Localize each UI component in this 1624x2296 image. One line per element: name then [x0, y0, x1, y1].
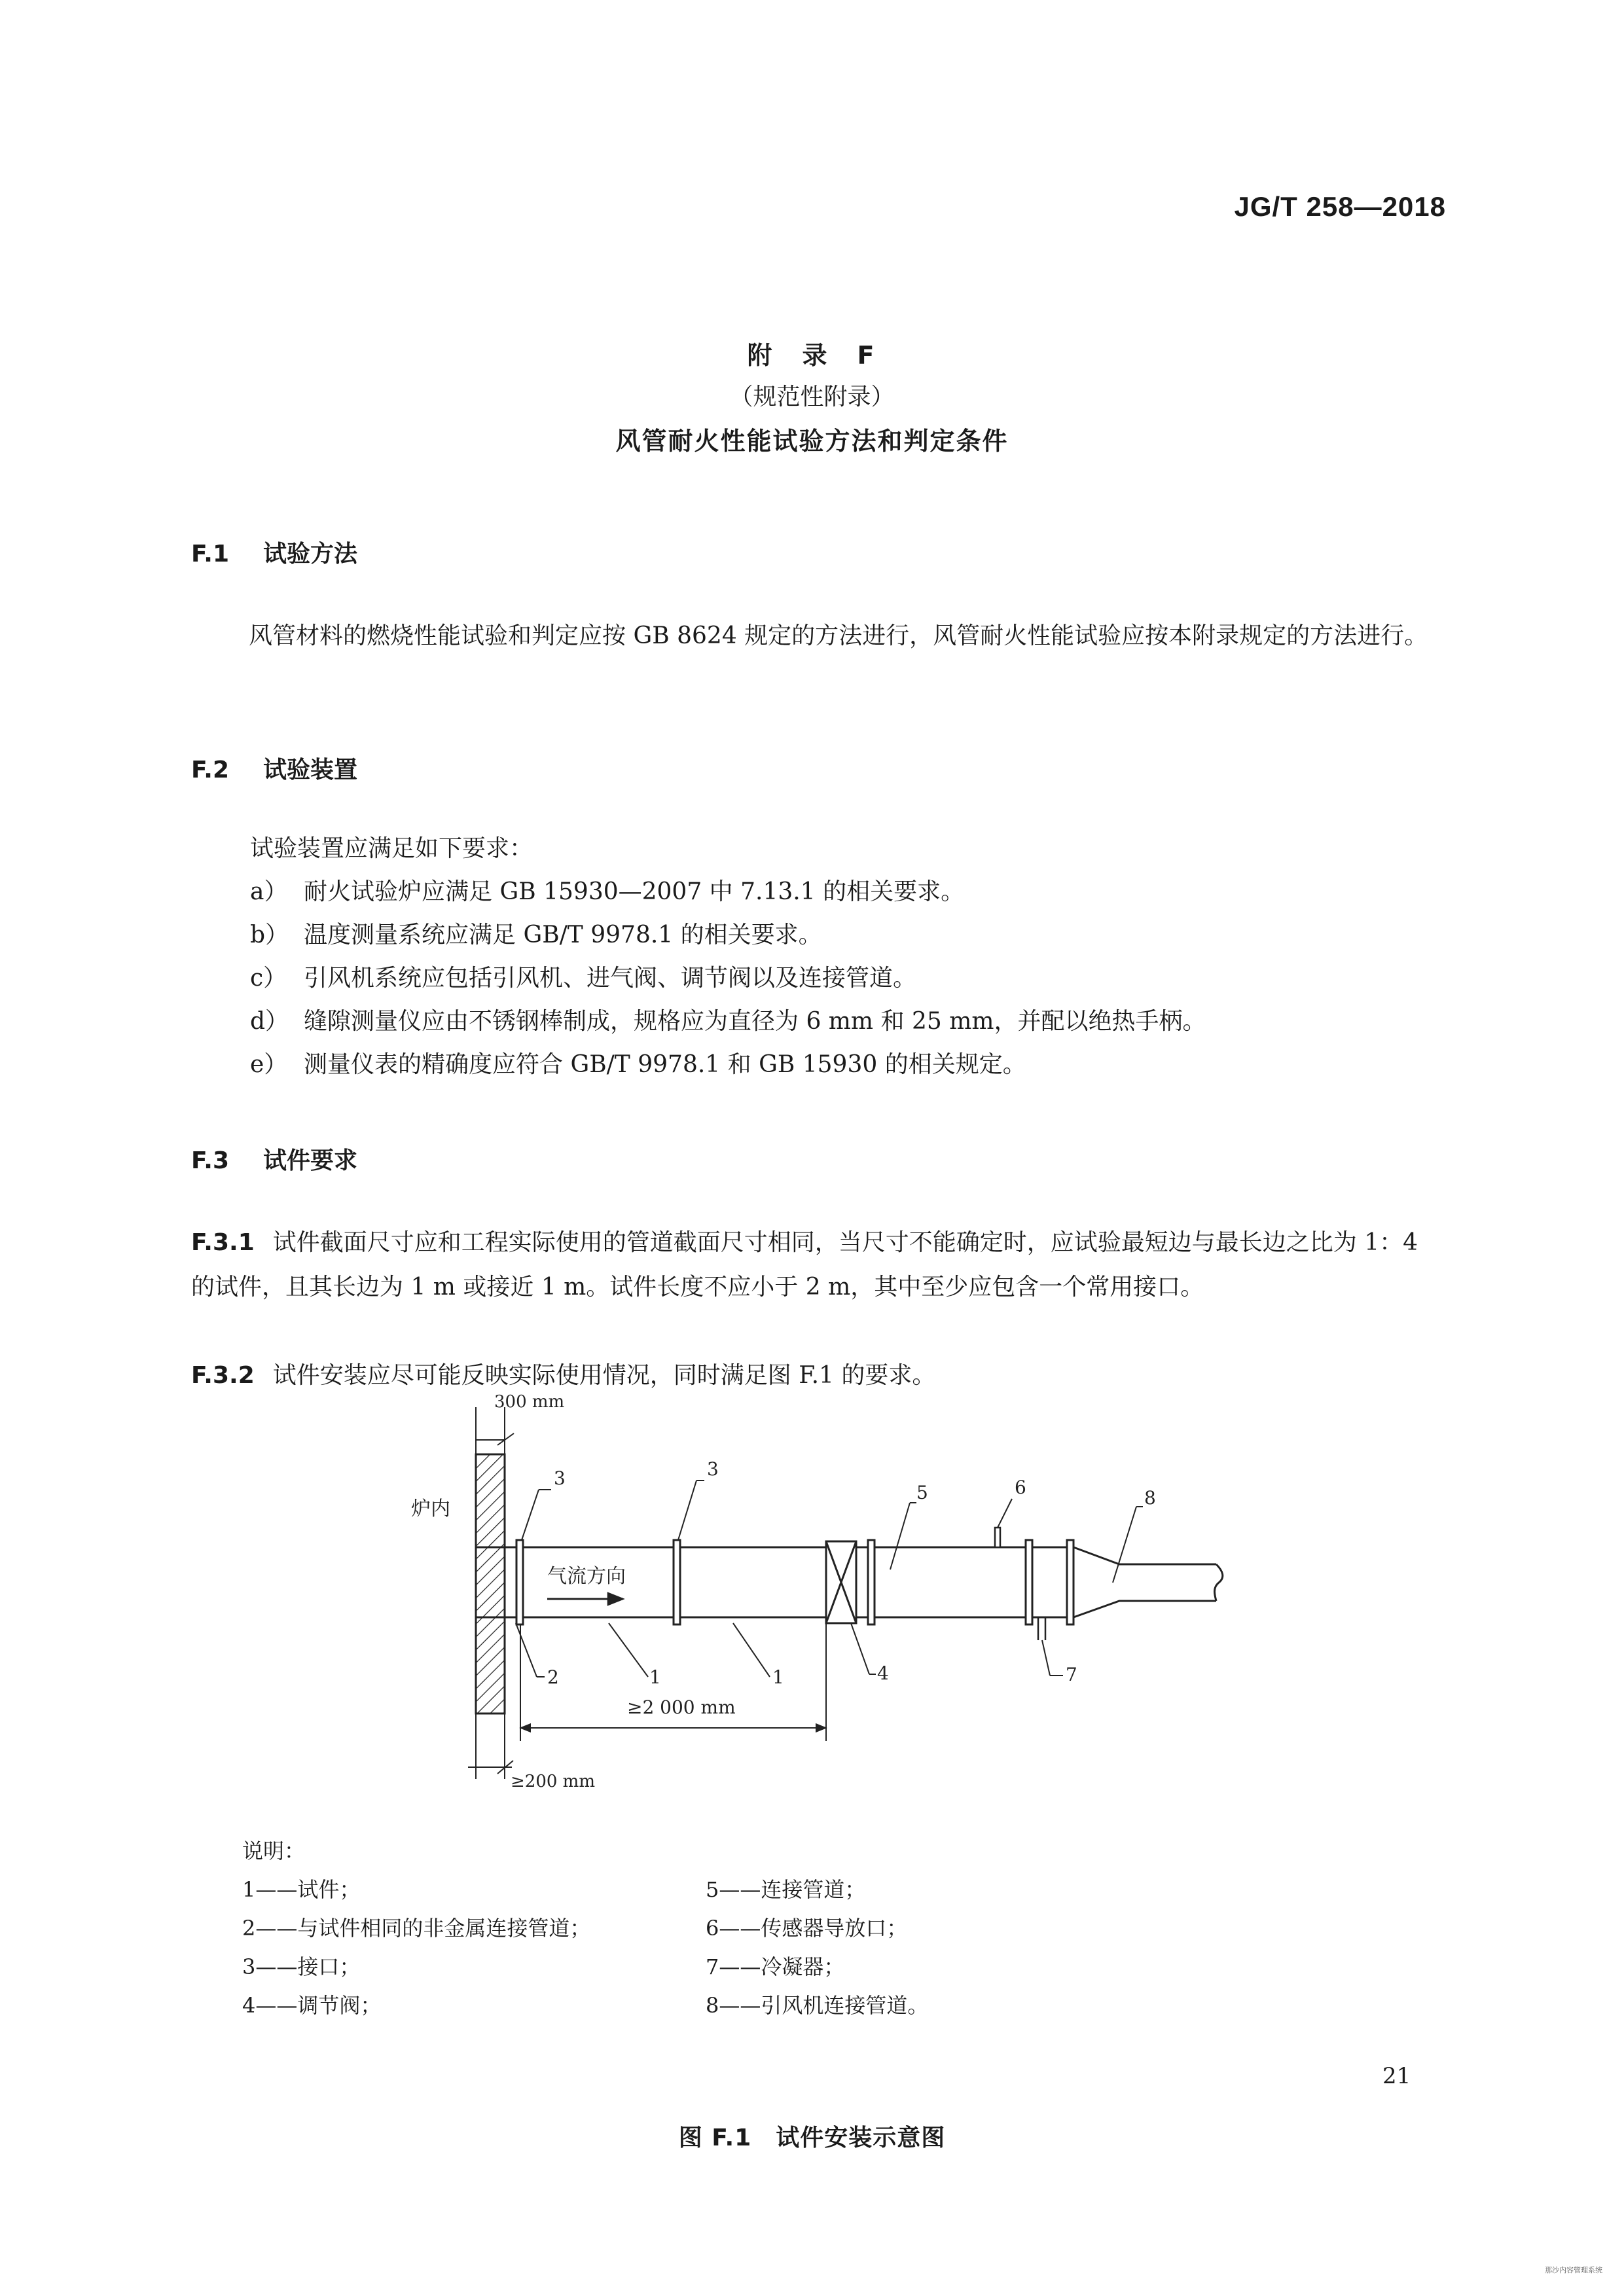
callout-5: 5	[916, 1482, 928, 1503]
callout-7: 7	[1066, 1664, 1077, 1685]
list-label: c）	[250, 965, 287, 992]
list-text: 引风机系统应包括引风机、进气阀、调节阀以及连接管道。	[304, 965, 917, 992]
legend-item: 4——调节阀；	[242, 1993, 382, 2018]
list-label: d）	[250, 1008, 289, 1035]
section-f2-intro: 试验装置应满足如下要求：	[250, 835, 533, 862]
callout-4: 4	[877, 1662, 889, 1684]
airflow-label: 气流方向	[547, 1565, 626, 1588]
dim-wall-label: 300 mm	[494, 1392, 565, 1412]
appendix-title: 附 录 F	[747, 341, 877, 370]
list-text: 测量仪表的精确度应符合 GB/T 9978.1 和 GB 15930 的相关规定。	[304, 1051, 1026, 1078]
clause-number: F.3.2	[191, 1362, 255, 1389]
sensor-port	[995, 1528, 1000, 1547]
legend-item: 6——传感器导放口；	[706, 1916, 908, 1941]
dim-length-label: ≥2 000 mm	[627, 1696, 736, 1718]
legend-title: 说明：	[242, 1839, 306, 1863]
furnace-label: 炉内	[411, 1498, 450, 1520]
joint-flange	[674, 1540, 680, 1624]
list-label: e）	[250, 1051, 288, 1078]
legend-item: 3——接口；	[242, 1954, 361, 1979]
condenser-flange	[1067, 1540, 1074, 1624]
standard-code: JG/T 258—2018	[1234, 191, 1446, 222]
callout-1: 1	[649, 1666, 661, 1688]
section-number: F.1	[191, 541, 230, 567]
legend-item: 8——引风机连接管道。	[706, 1993, 929, 2018]
appendix-type: （规范性附录）	[729, 384, 895, 410]
condenser-flange	[1026, 1540, 1032, 1624]
section-title: 试件要求	[263, 1147, 358, 1174]
callout-3: 3	[554, 1467, 566, 1489]
callout-8: 8	[1144, 1487, 1156, 1509]
list-text: 缝隙测量仪应由不锈钢棒制成，规格应为直径为 6 mm 和 25 mm，并配以绝热手柄。	[304, 1008, 1206, 1035]
clause-text: 试件截面尺寸应和工程实际使用的管道截面尺寸相同，当尺寸不能确定时，应试验最短边与最长边之比为 1：4 的试件，且其长边为 1 m 或接近 1 m。试件长度不应小于 2 m，其中至少应包含一个常用接口。	[191, 1229, 1418, 1300]
figure-caption: 图 F.1 试件安装示意图	[678, 2125, 946, 2151]
clause-number: F.3.1	[191, 1229, 255, 1256]
legend-item: 2——与试件相同的非金属连接管道；	[242, 1916, 591, 1941]
callout-2: 2	[547, 1666, 559, 1688]
section-number: F.3	[191, 1147, 230, 1174]
reducer-cone	[1074, 1547, 1216, 1617]
callout-1: 1	[772, 1666, 784, 1688]
list-label: b）	[250, 922, 289, 948]
section-title: 试验装置	[263, 757, 358, 783]
joint-flange	[516, 1540, 523, 1624]
clause-text: 试件安装应尽可能反映实际使用情况，同时满足图 F.1 的要求。	[272, 1362, 936, 1389]
dim-min-label: ≥200 mm	[511, 1772, 595, 1791]
section-title: 试验方法	[263, 541, 358, 567]
watermark: 那沙内容管理系统	[1545, 2266, 1602, 2274]
legend-item: 7——冷凝器；	[706, 1954, 845, 1979]
joint-flange	[868, 1540, 875, 1624]
fan-pipe-break	[1215, 1564, 1223, 1601]
list-text: 温度测量系统应满足 GB/T 9978.1 的相关要求。	[304, 922, 822, 948]
legend-item: 1——试件；	[242, 1877, 361, 1902]
list-text: 耐火试验炉应满足 GB 15930—2007 中 7.13.1 的相关要求。	[304, 878, 965, 905]
furnace-wall	[476, 1454, 505, 1713]
appendix-name: 风管耐火性能试验方法和判定条件	[615, 427, 1009, 456]
callout-6: 6	[1015, 1477, 1026, 1498]
legend-item: 5——连接管道；	[706, 1877, 866, 1902]
list-label: a）	[250, 878, 288, 905]
section-f1-paragraph: 风管材料的燃烧性能试验和判定应按 GB 8624 规定的方法进行，风管耐火性能试验应按本附录规定的方法进行。	[249, 622, 1428, 649]
page-number: 21	[1382, 2063, 1411, 2089]
callout-3: 3	[707, 1458, 719, 1480]
section-number: F.2	[191, 757, 230, 783]
